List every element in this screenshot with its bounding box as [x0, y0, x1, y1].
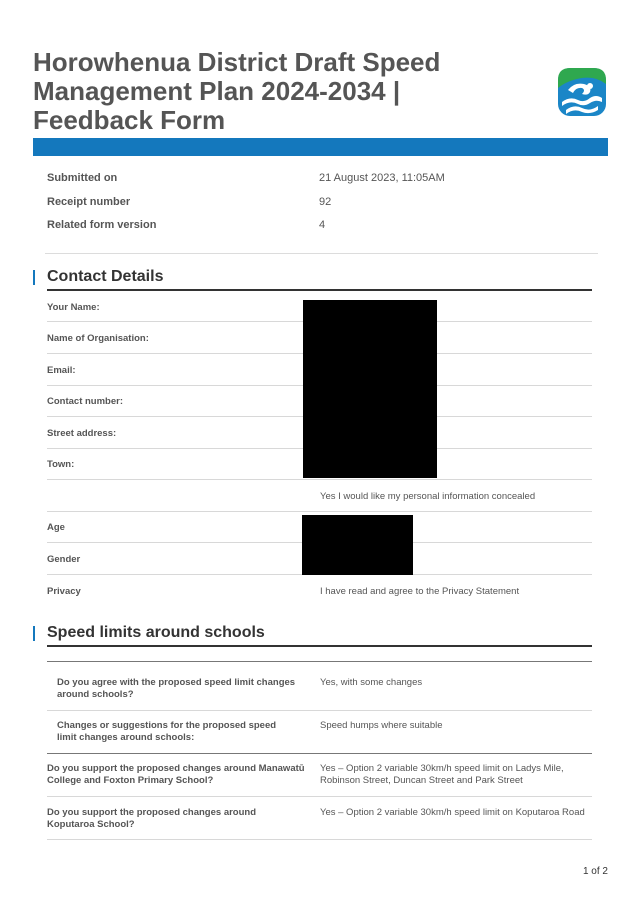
- section-rule: [47, 645, 592, 647]
- conceal-info-value: Yes I would like my personal information concealed: [320, 491, 536, 502]
- page-number: 1 of 2: [582, 866, 608, 877]
- row-divider: [47, 511, 592, 512]
- table-top-rule: [47, 661, 592, 662]
- page-title: Horowhenua District Draft Speed Management Plan 2024-2034 | Feedback Form: [33, 47, 441, 135]
- row-divider: [47, 753, 592, 754]
- row-divider: [47, 796, 592, 797]
- gender-label: Gender: [47, 554, 81, 565]
- meta-label: Submitted on: [47, 172, 118, 184]
- school-answer: Yes, with some changes: [320, 677, 423, 688]
- meta-row: [47, 196, 597, 220]
- section-title: Speed limits around schools: [47, 624, 265, 641]
- organisation-label: Name of Organisation:: [47, 333, 149, 344]
- section-marker: [33, 270, 35, 285]
- age-label: Age: [47, 522, 65, 533]
- school-question: Do you agree with the proposed speed limit changes around schools?: [57, 677, 296, 700]
- council-wave-logo-icon: [556, 66, 608, 118]
- row-divider: [47, 839, 592, 840]
- your-name-label: Your Name:: [47, 302, 100, 313]
- meta-row: [47, 219, 597, 243]
- school-answer: Yes – Option 2 variable 30km/h speed limit on Koputaroa Road: [320, 807, 585, 818]
- meta-value: 21 August 2023, 11:05AM: [319, 172, 445, 184]
- divider: [45, 253, 598, 254]
- contact-number-label: Contact number:: [47, 396, 123, 407]
- redacted-demographics: [302, 515, 413, 575]
- school-question: Changes or suggestions for the proposed speed limit changes around schools:: [57, 720, 277, 743]
- redacted-personal-info: [303, 300, 437, 478]
- header-accent-bar: [33, 138, 608, 156]
- section-title: Contact Details: [47, 268, 164, 285]
- row-divider: [47, 710, 592, 711]
- meta-row: [47, 172, 597, 196]
- school-answer: Yes – Option 2 variable 30km/h speed limit on Ladys Mile, Robinson Street, Duncan Street and Park Street: [320, 763, 564, 786]
- street-address-label: Street address:: [47, 428, 117, 439]
- school-question: Do you support the proposed changes around Koputaroa School?: [47, 807, 257, 830]
- meta-label: Related form version: [47, 219, 157, 231]
- meta-value: 4: [319, 219, 326, 231]
- submission-meta: [47, 172, 597, 243]
- town-label: Town:: [47, 459, 75, 470]
- meta-label: Receipt number: [47, 195, 131, 208]
- email-label: Email:: [47, 365, 76, 376]
- privacy-label: Privacy: [47, 586, 81, 597]
- school-question: Do you support the proposed changes around Manawatū College and Foxton Primary School?: [47, 763, 305, 786]
- section-rule: [47, 289, 592, 291]
- section-marker: [33, 626, 35, 641]
- row-divider: [47, 479, 592, 480]
- meta-value: 92: [319, 195, 332, 208]
- privacy-value: I have read and agree to the Privacy Statement: [320, 586, 520, 597]
- school-answer: Speed humps where suitable: [320, 720, 443, 731]
